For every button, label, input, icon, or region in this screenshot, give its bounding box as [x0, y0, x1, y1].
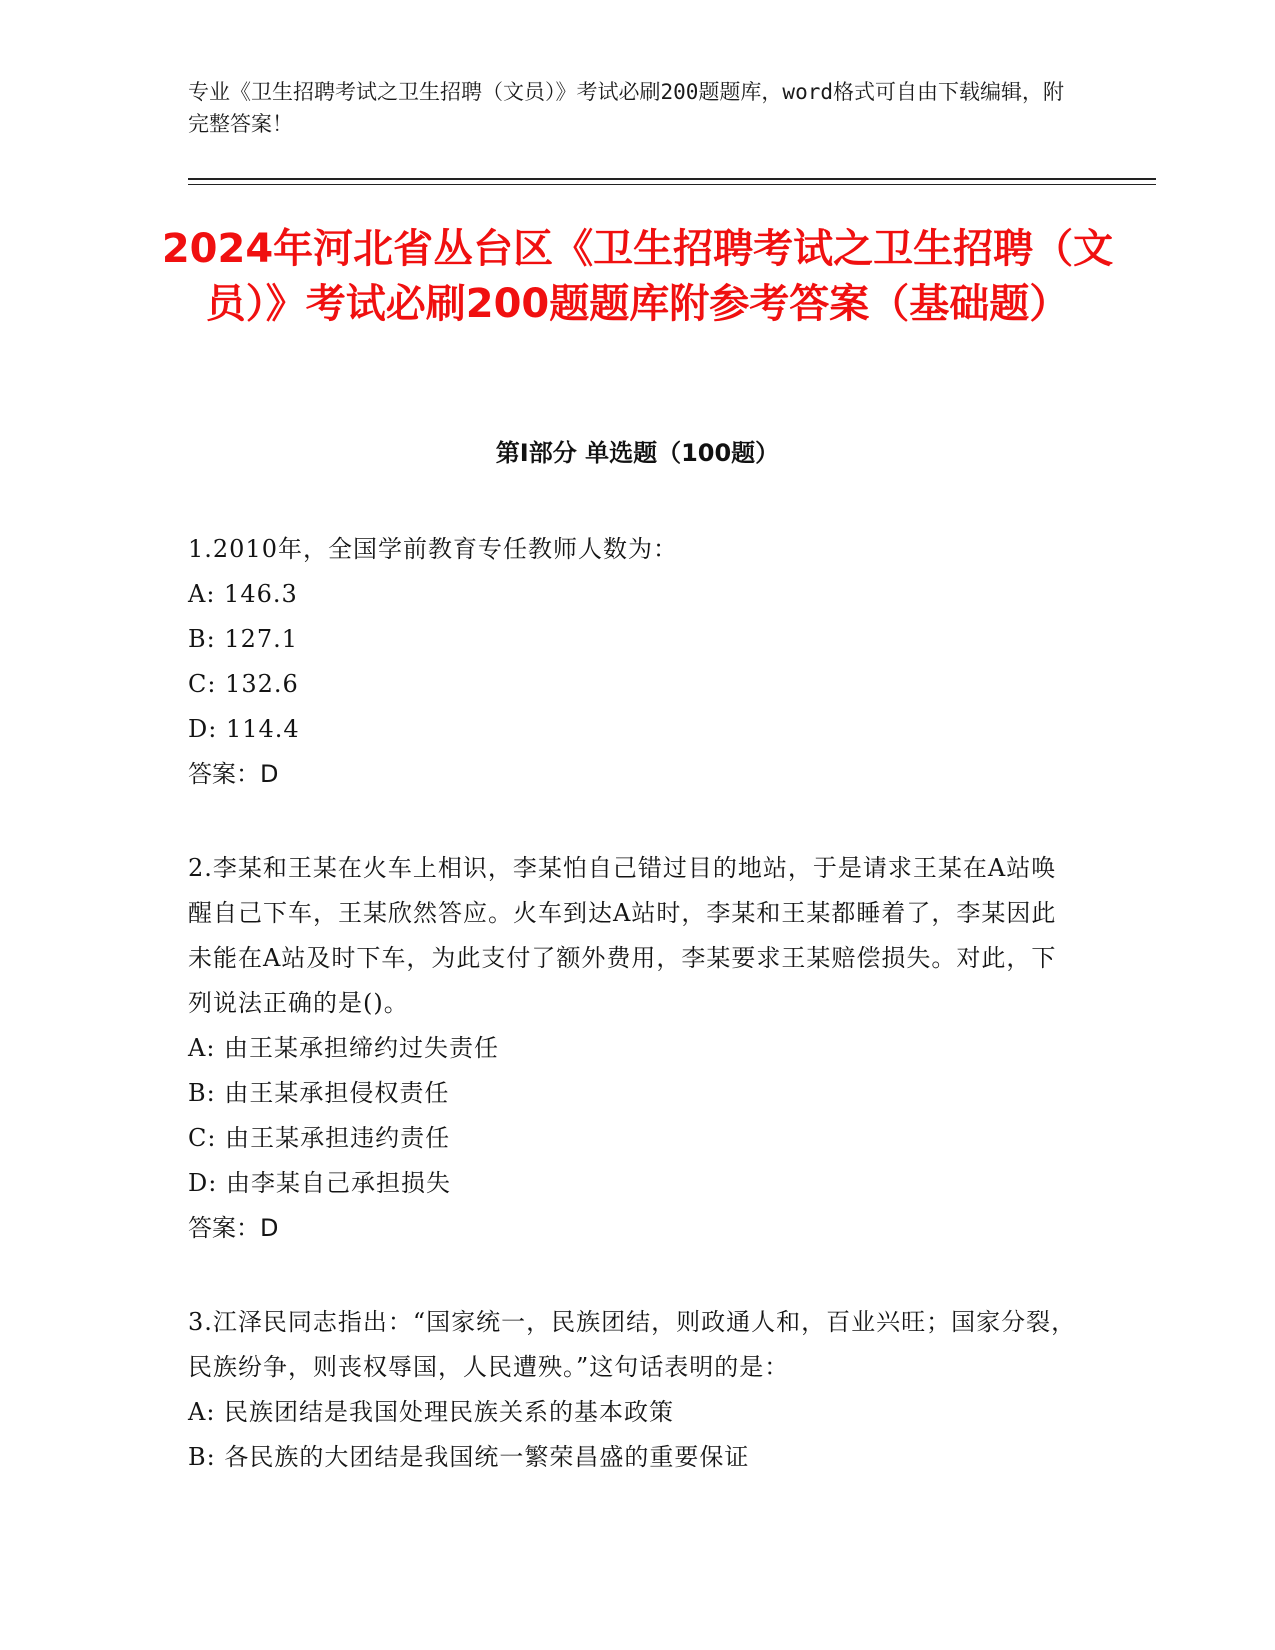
header-note: 专业《卫生招聘考试之卫生招聘（文员）》考试必刷200题题库，word格式可自由下载编辑，附完整答案！ — [188, 80, 1064, 136]
option-b: B: 各民族的大团结是我国统一繁荣昌盛的重要保证 — [188, 1443, 750, 1471]
option-a: A: 146.3 — [188, 580, 298, 608]
document-title: 2024年河北省丛台区《卫生招聘考试之卫生招聘（文员）》考试必刷200题题库附参考答案（基础题） — [161, 226, 1114, 327]
header-divider-thin — [188, 184, 1156, 185]
option-d: D: 由李某自己承担损失 — [188, 1169, 451, 1197]
option-b: B: 由王某承担侵权责任 — [188, 1079, 450, 1107]
option-c: C: 由王某承担违约责任 — [188, 1124, 451, 1152]
option-d: D: 114.4 — [188, 715, 300, 743]
question-stem: 3.江泽民同志指出：“国家统一，民族团结，则政通人和，百业兴旺；国家分裂，民族纷争，则丧权辱国，人民遭殃。”这句话表明的是： — [188, 1308, 1077, 1381]
option-a: A: 民族团结是我国处理民族关系的基本政策 — [188, 1398, 675, 1426]
question-stem: 1.2010年，全国学前教育专任教师人数为： — [188, 535, 678, 563]
option-a: A: 由王某承担缔约过失责任 — [188, 1034, 500, 1062]
answer: 答案：D — [188, 1214, 279, 1242]
question-3 — [188, 1300, 1078, 1480]
option-b: B: 127.1 — [188, 625, 299, 653]
question-2 — [188, 846, 1078, 1251]
question-list — [188, 527, 1078, 1529]
answer: 答案：D — [188, 760, 279, 788]
header-divider-thick — [188, 178, 1156, 180]
section-title: 第I部分 单选题（100题） — [495, 439, 780, 467]
question-stem: 2.李某和王某在火车上相识，李某怕自己错过目的地站，于是请求王某在A站唤醒自己下车，王某欣然答应。火车到达A站时，李某和王某都睡着了，李某因此未能在A站及时下车，为此支付了额外费用，李某要求王某赔偿损失。对此，下列说法正确的是()。 — [188, 854, 1057, 1017]
question-1 — [188, 527, 1078, 797]
option-c: C: 132.6 — [188, 670, 299, 698]
